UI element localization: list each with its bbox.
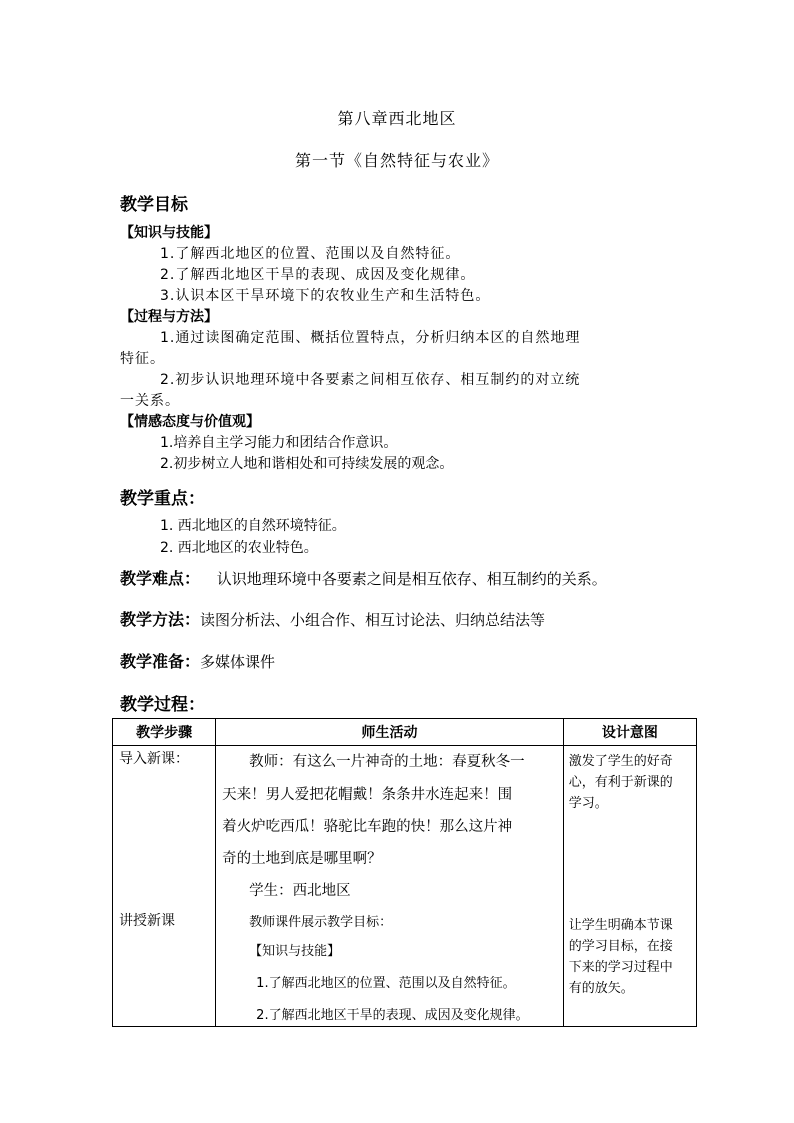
process-table	[112, 718, 697, 1027]
intent-line: 心，有利于新课的	[568, 775, 673, 790]
knowledge-item: 3.认识本区干旱环境下的农牧业生产和生活特色。	[160, 288, 491, 304]
process-item: 1.通过读图确定范围、概括位置特点，分析归纳本区的自然地理	[160, 330, 581, 346]
intent-line: 的学习目标，在接	[568, 939, 673, 954]
difficulty-row	[120, 566, 607, 589]
step-cell	[113, 746, 216, 1027]
process-item: 特征。	[120, 351, 165, 367]
prep-label: 教学准备：	[120, 652, 201, 671]
prep-text: 多媒体课件	[200, 653, 276, 671]
process-item: 2.初步认识地理环境中各要素之间相互依存、相互制约的对立统	[160, 372, 581, 388]
key-point-item: 1. 西北地区的自然环境特征。	[160, 518, 346, 534]
activity-line: 【知识与技能】	[249, 944, 341, 959]
difficulty-label: 教学难点：	[120, 569, 201, 588]
method-text: 读图分析法、小组合作、相互讨论法、归纳总结法等	[200, 611, 546, 629]
intent-line: 下来的学习过程中	[568, 960, 673, 975]
table-header-row	[113, 719, 697, 746]
activity-line: 教师：有这么一片神奇的土地：春夏秋冬一	[249, 754, 525, 770]
activity-line: 1.了解西北地区的位置、范围以及自然特征。	[256, 976, 516, 991]
intent-line: 有的放矢。	[568, 981, 634, 996]
activity-line: 学生：西北地区	[249, 883, 351, 899]
intent-line: 让学生明确本节课	[568, 918, 673, 933]
process-item: 一关系。	[120, 393, 180, 409]
process-heading: 教学过程：	[120, 695, 205, 715]
activity-line: 奇的土地到底是哪里啊？	[222, 851, 382, 867]
table-row	[113, 746, 697, 1027]
activity-line: 教师课件展示教学目标：	[249, 915, 393, 930]
key-point-item: 2. 西北地区的农业特色。	[160, 540, 318, 556]
table-header: 教学步骤	[113, 719, 216, 746]
step-label: 讲授新课	[119, 913, 175, 929]
objectives-heading: 教学目标	[120, 195, 188, 215]
activity-line: 着火炉吃西瓜！骆驼比车跑的快！那么这片神	[222, 819, 513, 835]
table-header: 设计意图	[563, 719, 696, 746]
activity-line: 2.了解西北地区干旱的表现、成因及变化规律。	[256, 1008, 529, 1023]
knowledge-item: 2.了解西北地区干旱的表现、成因及变化规律。	[160, 267, 476, 283]
activity-line: 天来！男人爱把花帽戴！条条井水连起来！围	[222, 787, 513, 803]
emotion-label: 【情感态度与价值观】	[120, 414, 260, 430]
emotion-item: 2.初步树立人地和谐相处和可持续发展的观念。	[160, 456, 454, 472]
step-label: 导入新课：	[119, 751, 189, 767]
activity-cell	[216, 746, 564, 1027]
method-label: 教学方法：	[120, 610, 201, 629]
page-title: 第八章西北地区	[337, 109, 457, 128]
prep-row	[120, 649, 275, 672]
intent-line: 激发了学生的好奇	[568, 754, 673, 769]
difficulty-text: 认识地理环境中各要素之间是相互依存、相互制约的关系。	[216, 570, 607, 588]
process-method-label: 【过程与方法】	[120, 309, 218, 325]
intent-line: 学习。	[568, 796, 608, 811]
page-subtitle: 第一节《自然特征与农业》	[294, 151, 499, 170]
intent-cell	[563, 746, 696, 1027]
emotion-item: 1.培养自主学习能力和团结合作意识。	[160, 435, 398, 451]
table-header: 师生活动	[216, 719, 564, 746]
method-row	[120, 607, 545, 630]
knowledge-item: 1.了解西北地区的位置、范围以及自然特征。	[160, 246, 461, 262]
key-points-heading: 教学重点：	[120, 489, 205, 509]
knowledge-label: 【知识与技能】	[120, 225, 218, 241]
